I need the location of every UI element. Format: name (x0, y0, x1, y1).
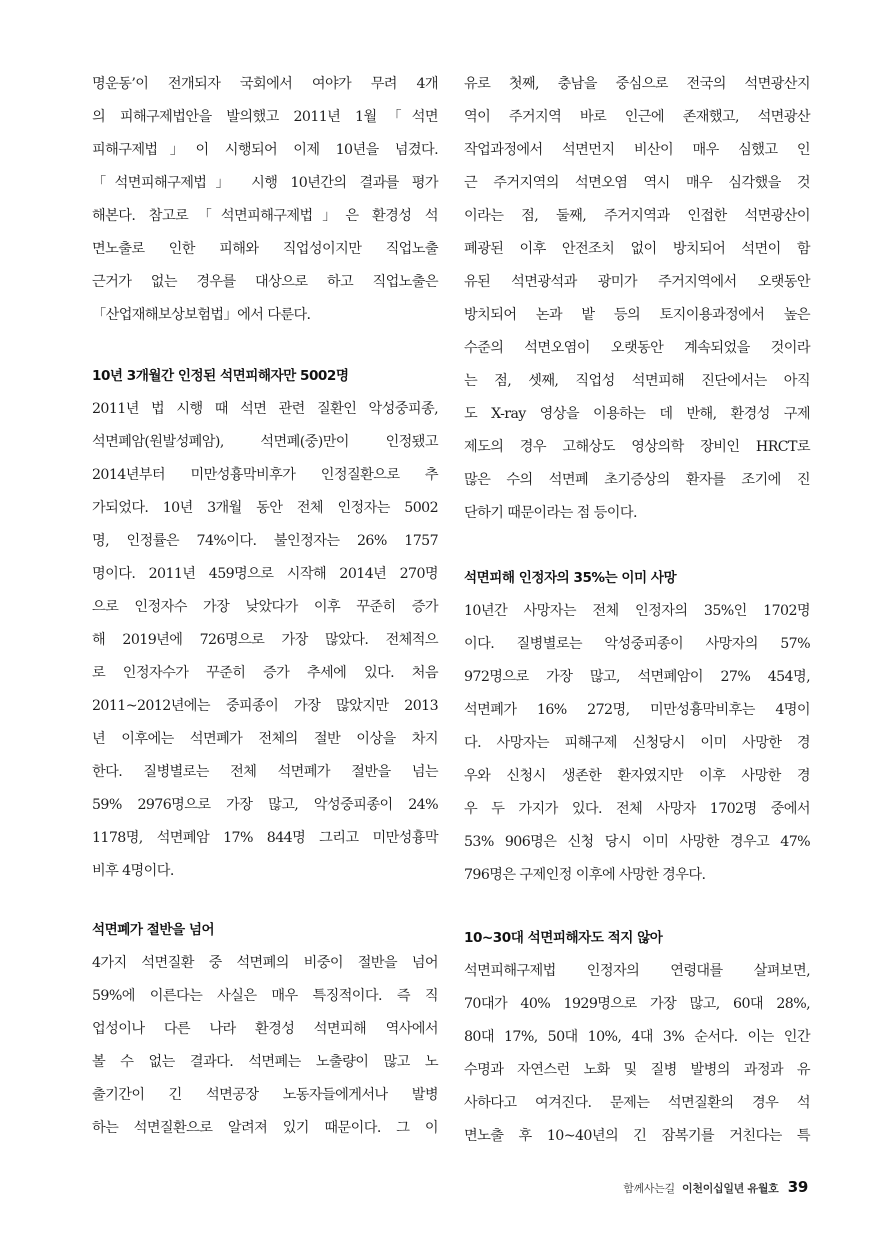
text-line: 명이다. 2011년 459명으로 시작해 2014년 270명 (92, 566, 438, 582)
text-line: 업성이나 다른 나라 환경성 석면피해 역사에서 (92, 1021, 438, 1037)
text-line: 2011~2012년에는 중피종이 가장 많았지만 2013 (92, 698, 438, 714)
text-line: 제도의 경우 고해상도 영상의학 장비인 HRCT로 (464, 439, 810, 455)
text-line: 년 이후에는 석면폐가 전체의 절반 이상을 차지 (92, 731, 438, 747)
text-line: 우와 신청시 생존한 환자였지만 이후 사망한 경 (464, 768, 810, 784)
text-line: 「석면피해구제법」 시행 10년간의 결과를 평가 (92, 175, 438, 191)
text-line: 수준의 석면오염이 오랫동안 계속되었을 것이라 (464, 340, 810, 356)
text-line: 많은 수의 석면폐 초기증상의 환자를 조기에 진 (464, 472, 810, 488)
intro-paragraph (92, 68, 438, 332)
text-line: 면노출로 인한 피해와 직업성이지만 직업노출 (92, 241, 438, 257)
left-column (92, 68, 438, 1145)
age-groups-paragraph (464, 955, 810, 1153)
text-line: 의 피해구제법안을 발의했고 2011년 1월「석면 (92, 109, 438, 125)
reasons-paragraph (464, 68, 810, 530)
text-line: 폐광된 이후 안전조치 없이 방치되어 석면이 함 (464, 241, 810, 257)
text-line: 해본다. 참고로「석면피해구제법」은 환경성 석 (92, 208, 438, 224)
text-line: 80대 17%, 50대 10%, 4대 3% 순서다. 이는 인간 (464, 1029, 810, 1045)
section-heading-young-victims: 10~30대 석면피해자도 적지 않아 (464, 930, 663, 946)
text-line: 수명과 자연스런 노화 및 질병 발병의 과정과 유 (464, 1062, 810, 1078)
text-line: 53% 906명은 신청 당시 이미 사망한 경우고 47% (464, 834, 810, 850)
text-line: 59% 2976명으로 가장 많고, 악성중피종이 24% (92, 797, 438, 813)
text-line: 사하다고 여겨진다. 문제는 석면질환의 경우 석 (464, 1095, 810, 1111)
text-line: 4가지 석면질환 중 석면폐의 비중이 절반을 넘어 (92, 955, 438, 971)
text-line: 근거가 없는 경우를 대상으로 하고 직업노출은 (92, 274, 438, 290)
right-column (464, 68, 810, 1153)
text-line: 이라는 점, 둘째, 주거지역과 인접한 석면광산이 (464, 208, 810, 224)
text-line: 70대가 40% 1929명으로 가장 많고, 60대 28%, (464, 996, 810, 1012)
text-line: 10년간 사망자는 전체 인정자의 35%인 1702명 (464, 603, 810, 619)
text-line: 석면폐가 16% 272명, 미만성흉막비후는 4명이 (464, 702, 810, 718)
text-line: 으로 인정자수 가장 낮았다가 이후 꾸준히 증가 (92, 599, 438, 615)
recognized-victims-paragraph (92, 393, 438, 888)
text-line: 비후 4명이다. (92, 863, 174, 879)
text-line: 방치되어 논과 밭 등의 토지이용과정에서 높은 (464, 307, 810, 323)
section-heading-deaths: 석면피해 인정자의 35%는 이미 사망 (464, 570, 677, 586)
page-footer (623, 1178, 808, 1196)
text-line: 석면폐암(원발성폐암), 석면폐(중)만이 인정됐고 (92, 434, 438, 450)
text-line: 2014년부터 미만성흉막비후가 인정질환으로 추 (92, 467, 438, 483)
text-line: 로 인정자수가 꾸준히 증가 추세에 있다. 처음 (92, 665, 438, 681)
section-heading-asbestosis-majority: 석면폐가 절반을 넘어 (92, 922, 215, 938)
text-line: 다. 사망자는 피해구제 신청당시 이미 사망한 경 (464, 735, 810, 751)
page-number: 39 (787, 1178, 808, 1196)
text-line: 2011년 법 시행 때 석면 관련 질환인 악성중피종, (92, 401, 438, 417)
text-line: 우 두 가지가 있다. 전체 사망자 1702명 중에서 (464, 801, 810, 817)
section-heading-recognized-victims: 10년 3개월간 인정된 석면피해자만 5002명 (92, 368, 349, 384)
text-line: 이다. 질병별로는 악성중피종이 사망자의 57% (464, 636, 810, 652)
asbestosis-majority-paragraph (92, 947, 438, 1145)
text-line: 「산업재해보상보험법」에서 다룬다. (92, 307, 311, 323)
text-line: 가되었다. 10년 3개월 동안 전체 인정자는 5002 (92, 500, 438, 516)
text-line: 명운동’이 전개되자 국회에서 여야가 무려 4개 (92, 76, 438, 92)
text-line: 명, 인정률은 74%이다. 불인정자는 26% 1757 (92, 533, 438, 549)
text-line: 면노출 후 10~40년의 긴 잠복기를 거친다는 특 (464, 1128, 810, 1144)
text-line: 출기간이 긴 석면공장 노동자들에게서나 발병 (92, 1087, 438, 1103)
text-line: 972명으로 가장 많고, 석면폐암이 27% 454명, (464, 669, 810, 685)
text-line: 796명은 구제인정 이후에 사망한 경우다. (464, 867, 706, 883)
text-line: 한다. 질병별로는 전체 석면폐가 절반을 넘는 (92, 764, 438, 780)
text-line: 는 점, 셋째, 직업성 석면피해 진단에서는 아직 (464, 373, 810, 389)
text-line: 볼 수 없는 결과다. 석면폐는 노출량이 많고 노 (92, 1054, 438, 1070)
text-line: 피해구제법」이 시행되어 이제 10년을 넘겼다. (92, 142, 438, 158)
text-line: 근 주거지역의 석면오염 역시 매우 심각했을 것 (464, 175, 810, 191)
text-line: 도 X-ray 영상을 이용하는 데 반해, 환경성 구제 (464, 406, 810, 422)
footer-publisher: 이천이십일년 유월호 (682, 1182, 779, 1195)
text-line: 석면피해구제법 인정자의 연령대를 살펴보면, (464, 963, 810, 979)
text-line: 해 2019년에 726명으로 가장 많았다. 전체적으 (92, 632, 438, 648)
text-line: 작업과정에서 석면먼지 비산이 매우 심했고 인 (464, 142, 810, 158)
text-line: 59%에 이른다는 사실은 매우 특징적이다. 즉 직 (92, 988, 438, 1004)
text-line: 유로 첫째, 충남을 중심으로 전국의 석면광산지 (464, 76, 810, 92)
text-line: 역이 주거지역 바로 인근에 존재했고, 석면광산 (464, 109, 810, 125)
text-line: 단하기 때문이라는 점 등이다. (464, 505, 637, 521)
deaths-paragraph (464, 595, 810, 892)
footer-tagline: 함께사는길 (623, 1182, 675, 1195)
text-line: 하는 석면질환으로 알려져 있기 때문이다. 그 이 (92, 1120, 438, 1136)
text-line: 1178명, 석면폐암 17% 844명 그리고 미만성흉막 (92, 830, 438, 846)
text-line: 유된 석면광석과 광미가 주거지역에서 오랫동안 (464, 274, 810, 290)
